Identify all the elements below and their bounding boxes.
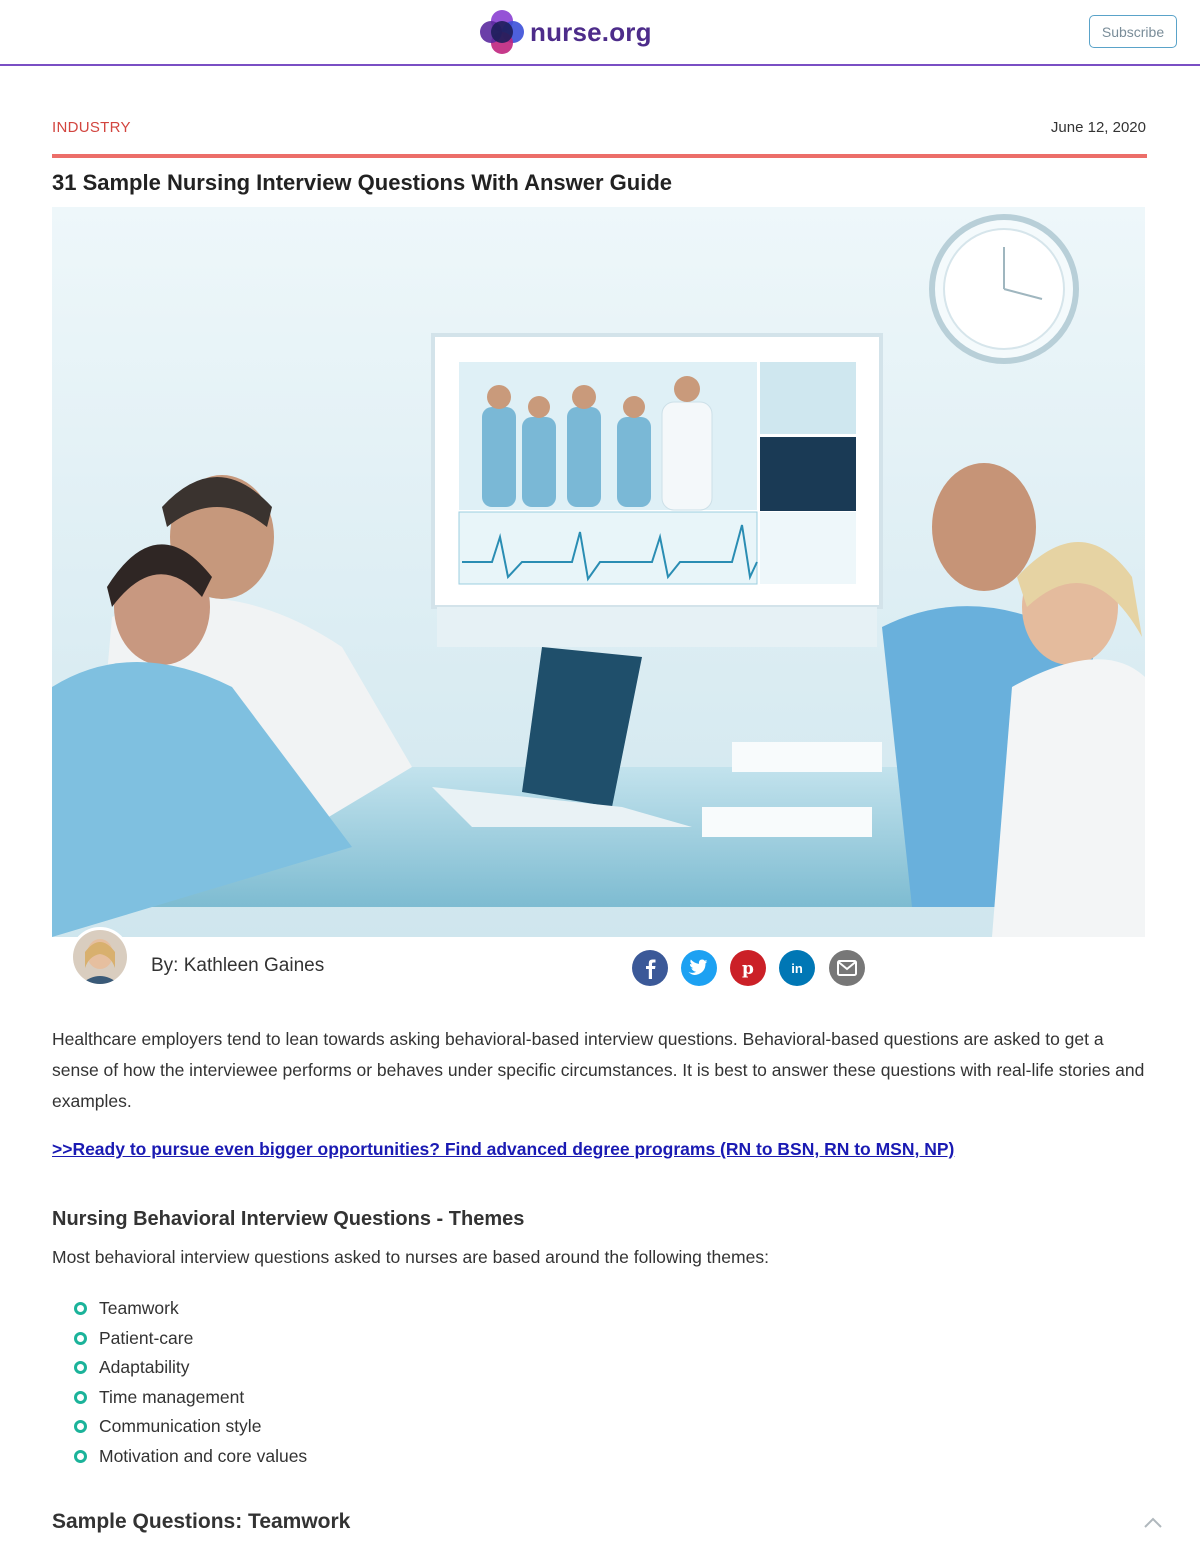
pinterest-icon[interactable] xyxy=(730,950,766,986)
twitter-icon[interactable] xyxy=(681,950,717,986)
bullet-icon xyxy=(74,1361,87,1374)
bullet-icon xyxy=(74,1420,87,1433)
article-title: 31 Sample Nursing Interview Questions With Answer Guide xyxy=(52,170,673,195)
category-divider xyxy=(52,154,1147,158)
site-header xyxy=(0,0,1200,66)
bullet-icon xyxy=(74,1450,87,1463)
list-item: Teamwork xyxy=(74,1294,307,1324)
advanced-degree-link[interactable]: >>Ready to pursue even bigger opportunities? Find advanced degree programs (RN to BSN, RN to MSN, NP) xyxy=(52,1139,955,1159)
intro-paragraph: Healthcare employers tend to lean towards asking behavioral-based interview questions. Behavioral-based questions are asked to get a sense of how the interviewee performs or behaves under specific circumstances. It is best to answer these questions with real-life stories and examples. xyxy=(52,1029,1145,1111)
svg-text:in: in xyxy=(791,961,803,976)
themes-heading: Nursing Behavioral Interview Questions - Themes xyxy=(52,1208,525,1230)
bullet-icon xyxy=(74,1332,87,1345)
list-item: Motivation and core values xyxy=(74,1442,307,1472)
site-logo[interactable] xyxy=(480,10,652,54)
svg-text:p: p xyxy=(742,959,754,979)
chevron-up-icon[interactable] xyxy=(1143,1516,1163,1530)
list-item: Patient-care xyxy=(74,1324,307,1354)
themes-intro: Most behavioral interview questions asked to nurses are based around the following themes: xyxy=(52,1247,769,1267)
logo-flower-icon xyxy=(480,10,524,54)
publish-date: June 12, 2020 xyxy=(1050,119,1146,136)
hero-image xyxy=(52,207,1145,937)
list-item: Communication style xyxy=(74,1412,307,1442)
list-item: Adaptability xyxy=(74,1353,307,1383)
bullet-icon xyxy=(74,1302,87,1315)
logo-text: nurse.org xyxy=(530,16,652,47)
category-label[interactable]: INDUSTRY xyxy=(52,119,131,136)
facebook-icon[interactable] xyxy=(632,950,668,986)
author-avatar[interactable] xyxy=(70,927,130,987)
subscribe-button[interactable]: Subscribe xyxy=(1089,15,1177,48)
bullet-icon xyxy=(74,1391,87,1404)
linkedin-icon[interactable] xyxy=(779,950,815,986)
author-byline[interactable]: By: Kathleen Gaines xyxy=(151,955,325,976)
teamwork-section-heading[interactable]: Sample Questions: Teamwork xyxy=(52,1510,351,1533)
email-icon[interactable] xyxy=(829,950,865,986)
themes-list xyxy=(74,1294,307,1471)
list-item: Time management xyxy=(74,1383,307,1413)
